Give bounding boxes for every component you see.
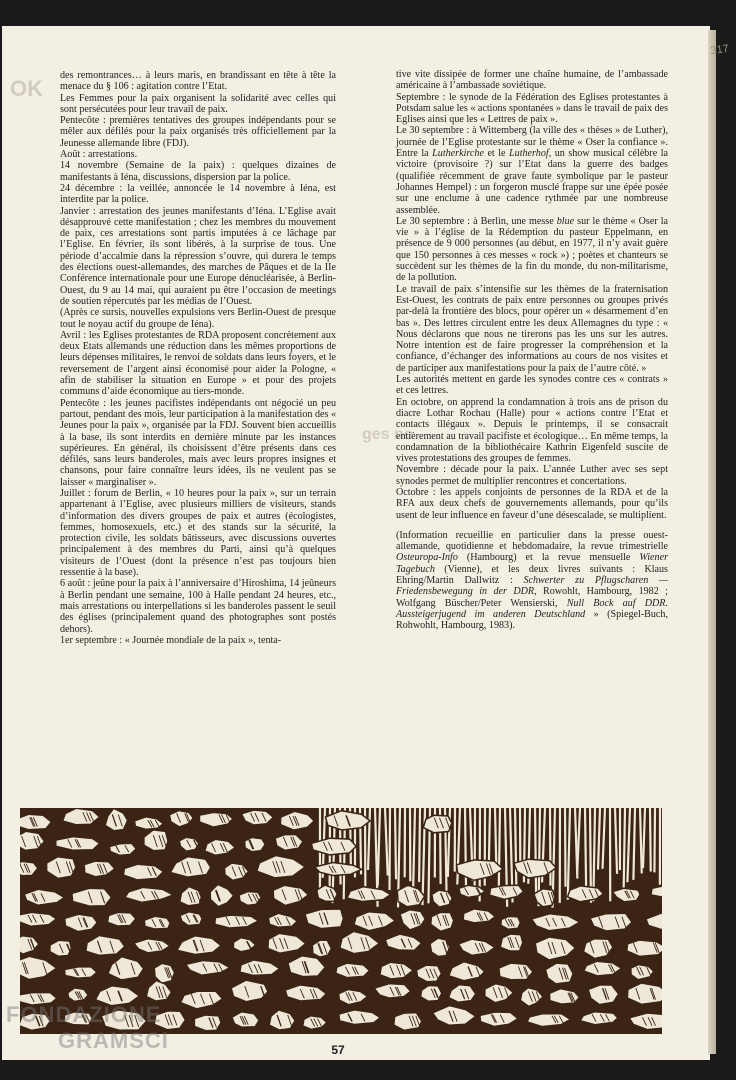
paragraph: (Après ce sursis, nouvelles expulsions vers Berlin-Ouest de presque tout le noyau actif du groupe de Iéna). — [60, 307, 336, 330]
paragraph: Juillet : forum de Berlin, « 10 heures pour la paix », sur un terrain appartenant à l’Eglise, avec plusieurs milliers de visiteurs, stands d’information des divers groupes de paix et autres (écologistes, femmes, homosexuels, etc.) et des stands sur la sécurité, la protection civile, les soldats bâtisseurs, avec discussions ouvertes principalement à des membres du Parti, ainsi qu’à quelques visiteurs de l’Ouest (dont la présence n’est pas toujours bien ressentie à la base). — [60, 487, 336, 579]
watermark-line: FONDAZIONE — [6, 1002, 162, 1027]
paragraph: Novembre : décade pour la paix. L’année Luther avec ses sept synodes permet de multiplier rencontres et concertations. — [396, 464, 668, 487]
paragraph: Les Femmes pour la paix organisent la solidarité avec celles qui sont persécutées pour leur travail de paix. — [60, 92, 336, 115]
paragraph: Janvier : arrestation des jeunes manifestants d’Iéna. L’Eglise avait désapprouvé cette manifestation ; chez les membres du mouvement de paix, ces arrestations sont partis imputées à ce lâchage par l’Eglise. En février, ils sont libérés, à la surprise de tous. Une période d’accalmie dans la répression s’ouvre, qui durera le temps des élections ouest-allemandes, des marches de Pâques et de la IIe Conférence internationale pour une Europe dénucléarisée, à Berlin-Ouest, du 9 au 14 mai, qui auraient pu être l’occasion de meetings de soutien répercutés par les médias de l’Ouest. — [60, 205, 336, 307]
paragraph: 1er septembre : « Journée mondiale de la paix », tenta- — [60, 634, 282, 646]
paragraph: tive vite dissipée de former une chaîne humaine, de l’ambassade américaine à l’ambassade soviétique. — [396, 69, 668, 92]
paragraph: Pentecôte : premières tentatives des groupes indépendants pour se mêler aux défilés pour la paix organisés très officiellement par la Jeunesse allemande libre (FDJ). — [60, 115, 336, 149]
paragraph: Le travail de paix s’intensifie sur les thèmes de la fraternisation Est-Ouest, les contrats de paix entre personnes ou groupes privés par-delà la frontière des blocs, pour opérer un « désarmement d’en bas ». Des lettres circulent entre les deux Allemagnes du type : « Nous déclarons que nous ne tirerons pas les uns sur les autres. Notre intention est de faire progresser la compréhension et la confiance, d’échanger des informations au cours de nos visites et de participer aux manifestations pour la paix de l’autre côté. » — [396, 283, 668, 374]
watermark — [6, 996, 206, 1066]
paragraph: 14 novembre (Semaine de la paix) : quelques dizaines de manifestants à Iéna, discussions, dispersion par la police. — [60, 160, 336, 183]
paragraph: des remontrances… à leurs maris, en brandissant en tête à tête la menace du § 106 : agitation contre l’Etat. — [60, 70, 336, 93]
left-column — [60, 70, 336, 646]
right-column — [396, 69, 668, 632]
handwritten-number: 317 — [709, 42, 730, 58]
paragraph: Pentecôte : les jeunes pacifistes indépendants ont négocié un peu partout, pendant des mois, leur participation à la manifestation des « Jeunes pour la paix », organisée par la FDJ. Souvent bien accueillis à la base, ils sont interdits en dernière minute par les instances supérieures. En général, ils choisissent d’être présents dans ces défilés, sans leurs banderoles, mais avec leurs propres insignes et chansons, pour faire connaître leurs idées, ils ne veulent pas se laisser « marginaliser ». — [60, 397, 336, 488]
sources-paragraph: (Information recueillie en particulier dans la presse ouest-allemande, quotidienne et hebdomadaire, la revue trimestrielle Osteuropa-Info (Hambourg) et la revue mensuelle Wiener Tagebuch (Vienne), et les deux livres suivants : Klaus Ehring/Martin Dallwitz : Schwerter zu Pflugscharen — Friedensbewegung in der DDR, Rowohlt, Hambourg, 1982 ; Wolfgang Büscher/Peter Wensierski, Null Bock auf DDR. Aussteigerjugend im anderen Deutschland » (Spiegel-Buch, Rohwohlt, Hambourg, 1983). — [396, 529, 668, 632]
paragraph: 24 décembre : la veillée, annoncée le 14 novembre à Iéna, est interdite par la police. — [60, 182, 336, 206]
page-number: 57 — [331, 1043, 345, 1057]
paragraph: Avril : les Eglises protestantes de RDA proposent concrètement aux deux Etats allemands une réduction dans les mêmes proportions de leurs dépenses militaires, le renvoi de soldats dans leurs foyers, et le reversement de l’argent ainsi économisé pour aider la Pologne, « afin de stabiliser la situation en Europe » et pour des projets communs d’aide économique au tiers-monde. — [60, 329, 336, 398]
page — [2, 26, 710, 1060]
paragraph: Août : arrestations. — [60, 149, 138, 161]
page-edge — [708, 30, 716, 1054]
paragraph: Le 30 septembre : à Berlin, une messe blue sur le thème « Oser la vie » à l’église de la Rédemption du pasteur Eppelmann, en présence de 9 000 personnes (au début, en 1977, il n’y avait guère que 150 personnes à ces messes « rock ») ; poètes et chanteurs se succèdent sur les thèmes de la fin du monde, du non-militarisme, de la pollution. — [396, 215, 668, 284]
watermark-line: GRAMSCI — [58, 1028, 169, 1053]
paragraph: En octobre, on apprend la condamnation à trois ans de prison du diacre Lothar Rochau (Halle) pour « actions contre l’Etat et contacts illégaux ». Depuis le printemps, il se consacrait entièrement au travail pacifiste et écologique… En même temps, la condamnation de la bibliothécaire Kathrin Eigenfeld suscite de vives protestations des groupes de femmes. — [396, 396, 668, 465]
paragraph: Le 30 septembre : à Wittemberg (la ville des « thèses » de Luther), journée de l’Eglise protestante sur le thème « Oser la confiance ». Entre la Lutherkirche et le Lutherhof, un show musical célèbre la victoire (provisoire ?) sur l’Etat dans la guerre des badges (qualifiée récemment de grave faute symbolique par le pasteur Johannes Hempel) : un forgeron musclé frappe sur une épée posée sur une enclume à une cadence rythmée par une nombreuse assemblée. — [396, 125, 668, 216]
paragraph: 6 août : jeûne pour la paix à l’anniversaire d’Hiroshima, 14 jeûneurs à Berlin pendant une semaine, 100 à Halle pendant 24 heures, etc., mais arrestations ou interpellations si les banderoles passent le seuil des églises (principalement quand des photographes sont postés dehors). — [60, 578, 336, 635]
paragraph: Les autorités mettent en garde les synodes contre ces « contrats » et ces lettres. — [396, 374, 668, 397]
bleed-through-text: OK — [10, 76, 43, 101]
paragraph: Octobre : les appels conjoints de personnes de la RDA et de la RFA aux deux chefs de gouvernements allemands, pour qu’ils usent de leur influence en faveur d’une désescalade, se multiplient. — [396, 486, 668, 521]
paragraph: Septembre : le synode de la Fédération des Eglises protestantes à Potsdam salue les « actions spontanées » dans le travail de paix des Eglises ainsi que les « Lettres de paix ». — [396, 91, 668, 126]
bleed-through-text: ges ne — [362, 426, 413, 443]
